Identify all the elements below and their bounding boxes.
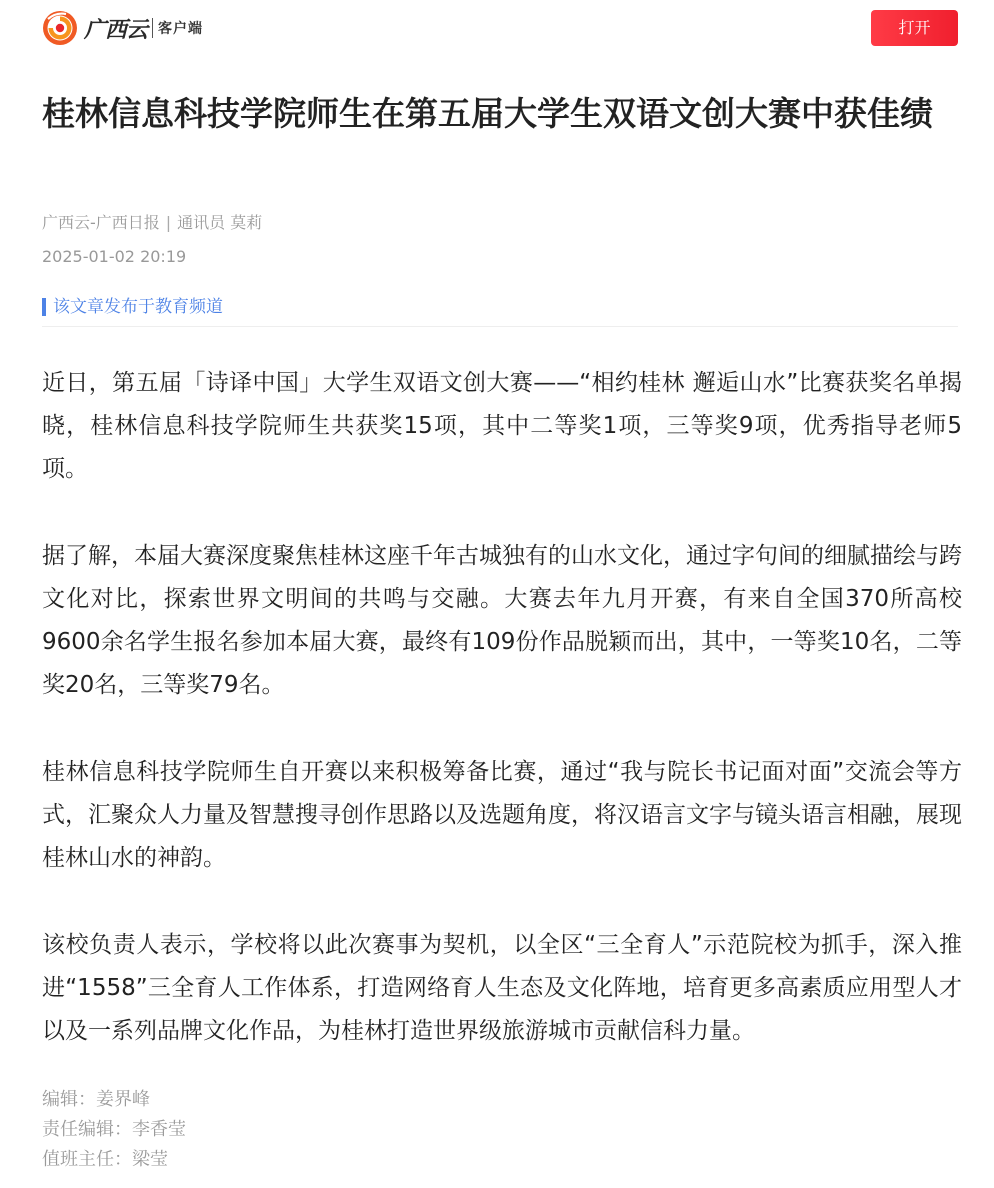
article-source: 广西云-广西日报 bbox=[42, 213, 160, 232]
logo-subtitle: 客户端 bbox=[158, 21, 204, 37]
article-title: 桂林信息科技学院师生在第五届大学生双语文创大赛中获佳绩 bbox=[42, 94, 933, 133]
article-paragraph: 近日，第五届「诗译中国」大学生双语文创大赛——“相约桂林 邂逅山水”比赛获奖名单揭晓，桂林信息科技学院师生共获奖15项，其中二等奖1项，三等奖9项，优秀指导老师5项。 bbox=[42, 370, 962, 482]
article-paragraph: 据了解，本届大赛深度聚焦桂林这座千年古城独有的山水文化，通过字句间的细腻描绘与跨文化对比，探索世界文明间的共鸣与交融。大赛去年九月开赛，有来自全国370所高校9600余名学生报名参加本届大赛，最终有109份作品脱颖而出，其中，一等奖10名，二等奖20名，三等奖79名。 bbox=[42, 543, 962, 698]
article-paragraph: 该校负责人表示，学校将以此次赛事为契机，以全区“三全育人”示范院校为抓手，深入推进“1558”三全育人工作体系，打造网络育人生态及文化阵地，培育更多高素质应用型人才以及一系列品牌文化作品，为桂林打造世界级旅游城市贡献信科力量。 bbox=[42, 932, 962, 1044]
open-app-button[interactable]: 打开 bbox=[871, 10, 958, 46]
duty-director-credit: 值班主任：梁莹 bbox=[42, 1149, 168, 1170]
article-credits bbox=[42, 1085, 186, 1175]
article-byline bbox=[42, 211, 262, 235]
header-divider bbox=[42, 326, 958, 327]
app-header bbox=[0, 0, 994, 58]
byline-separator: | bbox=[165, 213, 172, 232]
logo-divider bbox=[152, 18, 153, 38]
channel-notice: 该文章发布于教育频道 bbox=[53, 297, 223, 317]
responsible-editor-credit: 责任编辑：李香莹 bbox=[42, 1119, 186, 1140]
app-logo bbox=[42, 8, 203, 48]
article-paragraph: 桂林信息科技学院师生自开赛以来积极筹备比赛，通过“我与院长书记面对面”交流会等方式，汇聚众人力量及智慧搜寻创作思路以及选题角度，将汉语言文字与镜头语言相融，展现桂林山水的神韵。 bbox=[42, 759, 962, 871]
guangxiyun-logo-icon bbox=[42, 10, 78, 46]
editor-credit: 编辑：姜界峰 bbox=[42, 1089, 150, 1110]
channel-link[interactable] bbox=[42, 295, 223, 319]
article-author: 通讯员 莫莉 bbox=[177, 213, 263, 232]
article-body bbox=[42, 362, 962, 1097]
article-date: 2025-01-02 20:19 bbox=[42, 247, 187, 266]
logo-text: 广西云 bbox=[84, 16, 148, 43]
channel-marker bbox=[42, 298, 46, 316]
